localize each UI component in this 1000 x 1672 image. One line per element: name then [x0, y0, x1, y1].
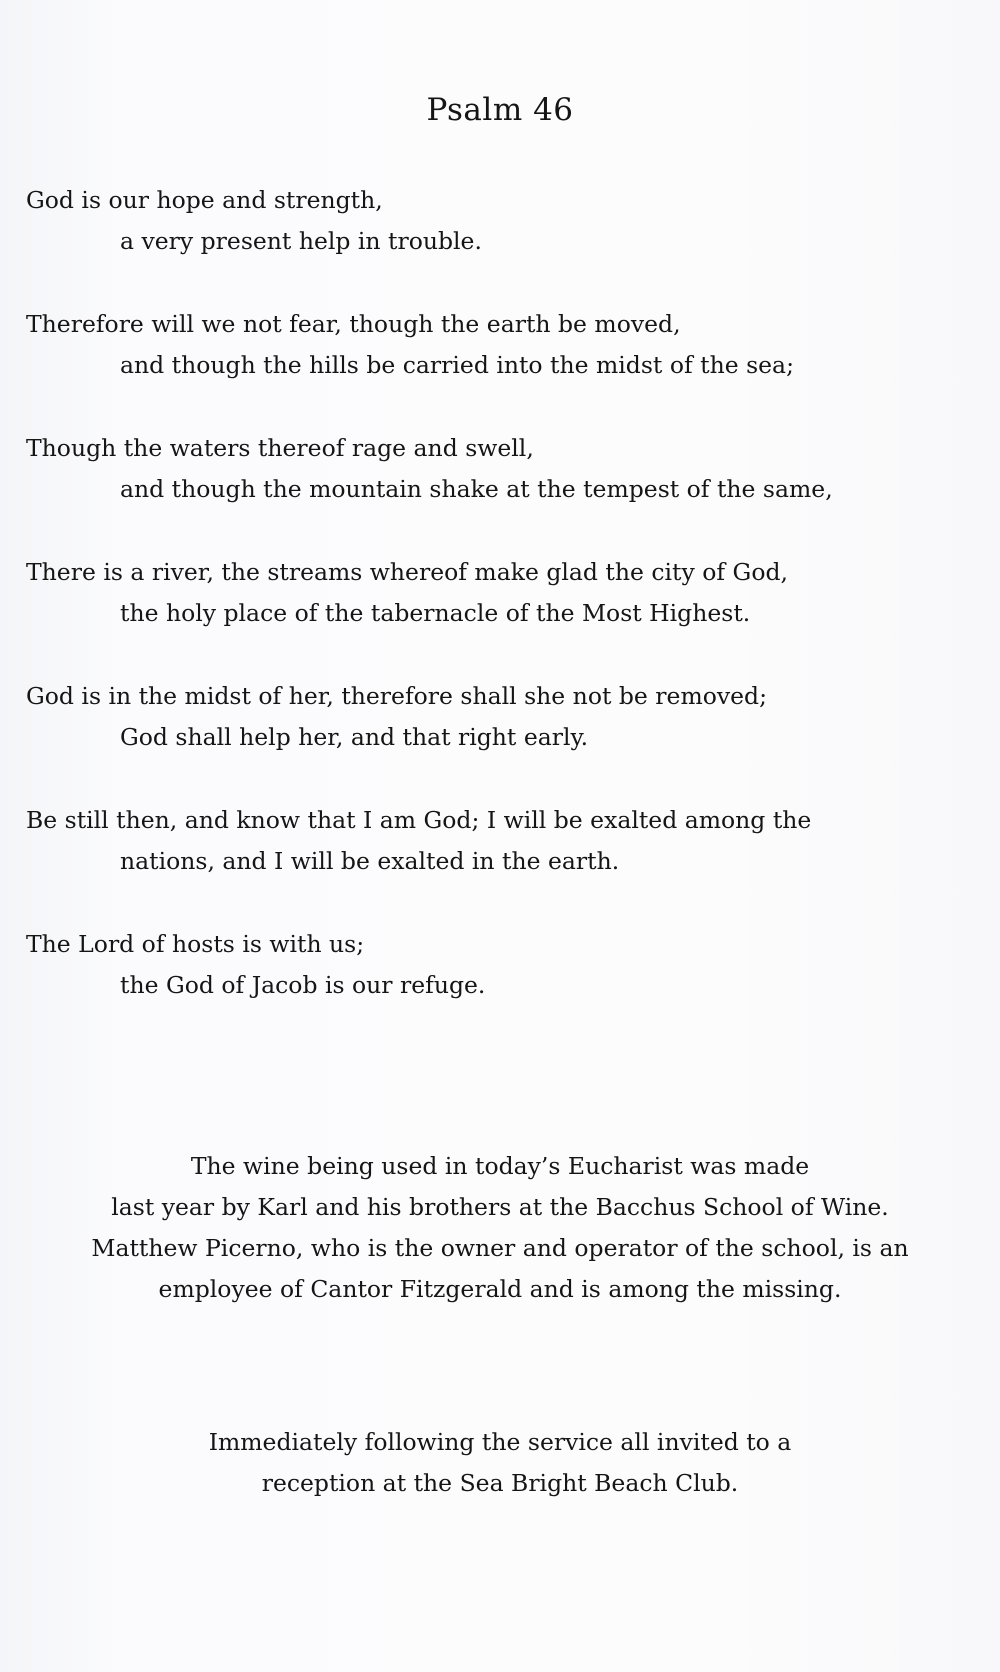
verse-line-indented: and though the mountain shake at the tempest of the same,	[120, 475, 833, 503]
verse-line-indented: God shall help her, and that right early.	[120, 723, 589, 751]
psalm-text	[26, 180, 966, 1048]
verse-line: Therefore will we not fear, though the earth be moved,	[26, 310, 681, 338]
verse-line-indented: the God of Jacob is our refuge.	[120, 971, 486, 999]
verse-line-indented: a very present help in trouble.	[120, 227, 482, 255]
page-title: Psalm 46	[426, 92, 574, 128]
wine-notice	[0, 1146, 1000, 1310]
verse-line-indented: and though the hills be carried into the midst of the sea;	[120, 351, 794, 379]
psalm-stanza	[26, 428, 966, 510]
verse-line: God is in the midst of her, therefore shall she not be removed;	[26, 682, 768, 710]
psalm-stanza	[26, 676, 966, 758]
verse-line: There is a river, the streams whereof make glad the city of God,	[26, 558, 788, 586]
verse-line-indented: the holy place of the tabernacle of the Most Highest.	[120, 599, 751, 627]
verse-line: God is our hope and strength,	[26, 186, 383, 214]
verse-line: Though the waters thereof rage and swell,	[26, 434, 534, 462]
notice-line: The wine being used in today’s Eucharist was made	[190, 1152, 810, 1180]
verse-line: Be still then, and know that I am God; I will be exalted among the	[26, 806, 812, 834]
notice-line: Immediately following the service all invited to a	[208, 1428, 792, 1456]
verse-line: The Lord of hosts is with us;	[26, 930, 365, 958]
reception-notice	[0, 1422, 1000, 1504]
psalm-stanza	[26, 924, 966, 1006]
psalm-stanza	[26, 800, 966, 882]
notice-line: last year by Karl and his brothers at the Bacchus School of Wine.	[111, 1193, 889, 1221]
notice-line: employee of Cantor Fitzgerald and is among the missing.	[158, 1275, 842, 1303]
psalm-stanza	[26, 552, 966, 634]
psalm-stanza	[26, 304, 966, 386]
verse-line-indented: nations, and I will be exalted in the earth.	[120, 847, 620, 875]
notice-line: reception at the Sea Bright Beach Club.	[261, 1469, 739, 1497]
psalm-stanza	[26, 180, 966, 262]
notice-line: Matthew Picerno, who is the owner and operator of the school, is an	[91, 1234, 909, 1262]
